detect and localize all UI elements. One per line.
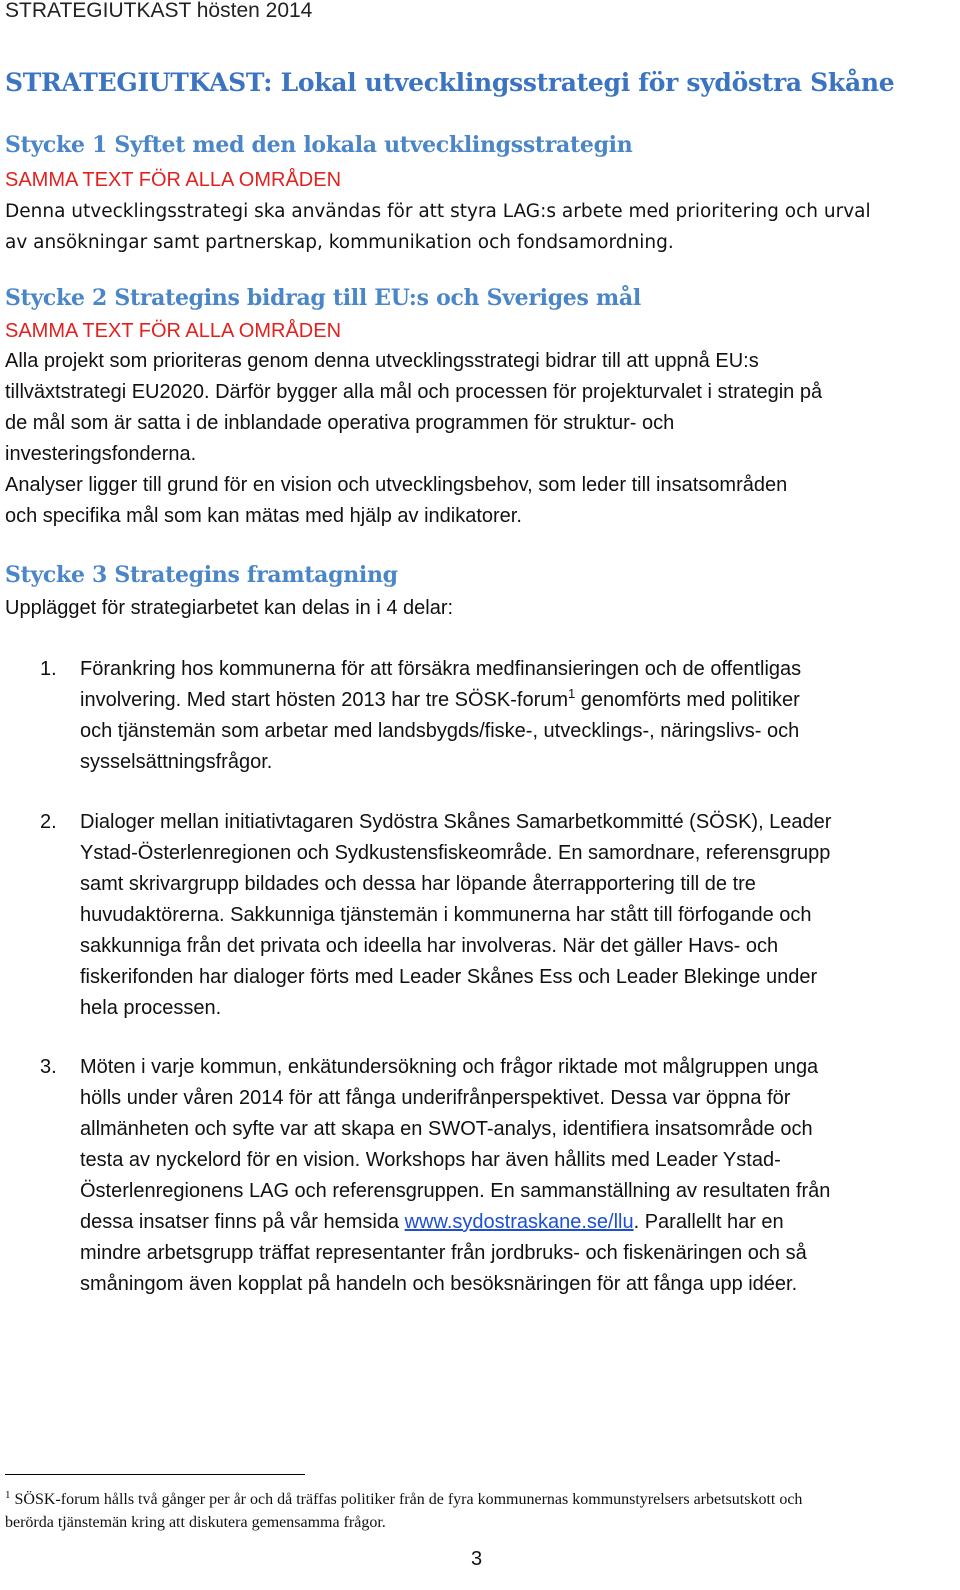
- item-line: [80, 685, 801, 716]
- section-3-intro: Upplägget för strategiarbetet kan delas in i 4 delar:: [5, 597, 454, 619]
- footnote-reference[interactable]: 1: [568, 686, 576, 701]
- footnote: [5, 1488, 802, 1534]
- list-item: [80, 1052, 830, 1300]
- body-line: och specifika mål som kan mätas med hjälp av indikatorer.: [5, 505, 522, 527]
- list-item: [80, 807, 831, 1024]
- section-1-heading: Stycke 1 Syftet med den lokala utvecklingsstrategin: [5, 132, 633, 158]
- body-line: investeringsfonderna.: [5, 443, 197, 465]
- section-2-heading: Stycke 2 Strategins bidrag till EU:s och Sveriges mål: [5, 285, 641, 311]
- item-line: mindre arbetsgrupp träffat representanter från jordbruks- och fiskenäringen och så: [80, 1242, 807, 1264]
- document-title: STRATEGIUTKAST: Lokal utvecklingsstrategi för sydöstra Skåne: [5, 68, 895, 97]
- item-text: involvering. Med start hösten 2013 har tre SÖSK-forum: [80, 689, 569, 711]
- item-line: sakkunniga från det privata och ideella har involveras. När det gäller Havs- och: [80, 935, 779, 957]
- item-line: fiskerifonden har dialoger förts med Leader Skånes Ess och Leader Blekinge under: [80, 966, 818, 988]
- footnote-line: berörda tjänstemän kring att diskutera gemensamma frågor.: [5, 1514, 386, 1531]
- item-line: allmänheten och syfte var att skapa en SWOT-analys, identifiera insatsområde och: [80, 1118, 813, 1140]
- body-line: Denna utvecklingsstrategi ska användas för att styra LAG:s arbete med prioritering och urval: [5, 201, 871, 222]
- item-line: Österlenregionens LAG och referensgruppen. En sammanställning av resultaten från: [80, 1180, 831, 1202]
- footnote-text: SÖSK-forum hålls två gånger per år och då träffas politiker från de fyra kommunernas kommunstyrelsers arbetsutskott och: [10, 1491, 803, 1508]
- body-line: Analyser ligger till grund för en vision och utvecklingsbehov, som leder till insatsområden: [5, 474, 788, 496]
- item-line: Förankring hos kommunerna för att försäkra medfinansieringen och de offentligas: [80, 658, 802, 680]
- item-text: . Parallellt har en: [633, 1211, 784, 1233]
- body-line: Alla projekt som prioriteras genom denna utvecklingsstrategi bidrar till att uppnå EU:s: [5, 350, 759, 372]
- item-line: huvudaktörerna. Sakkunniga tjänstemän i kommunerna har stått till förfogande och: [80, 904, 812, 926]
- item-line: hela processen.: [80, 997, 222, 1019]
- footnote-line: [5, 1488, 802, 1511]
- item-text: dessa insatser finns på vår hemsida: [80, 1211, 405, 1233]
- item-line: Dialoger mellan initiativtagaren Sydöstra Skånes Samarbetkommitté (SÖSK), Leader: [80, 811, 832, 833]
- body-line: av ansökningar samt partnerskap, kommunikation och fondsamordning.: [5, 232, 674, 253]
- section-2-body: [5, 346, 822, 532]
- item-line: småningom även kopplat på handeln och besöksnäringen för att fånga upp idéer.: [80, 1273, 798, 1295]
- item-line: Ystad-Österlenregionen och Sydkustensfiskeområde. En samordnare, referensgrupp: [80, 842, 831, 864]
- page-number: 3: [471, 1548, 483, 1570]
- item-line: [80, 1207, 830, 1238]
- item-line: Möten i varje kommun, enkätundersökning och frågor riktade mot målgruppen unga: [80, 1056, 819, 1078]
- item-line: hölls under våren 2014 för att fånga underifrånperspektivet. Dessa var öppna för: [80, 1087, 791, 1109]
- running-header: STRATEGIUTKAST hösten 2014: [5, 0, 313, 22]
- list-item-number: 2.: [40, 811, 57, 833]
- item-line: och tjänstemän som arbetar med landsbygds/fiske-, utvecklings-, näringslivs- och: [80, 720, 800, 742]
- list-item-number: 1.: [40, 658, 57, 680]
- footnote-marker: 1: [5, 1489, 11, 1501]
- list-item: [80, 654, 801, 778]
- item-text: genomförts med politiker: [575, 689, 800, 711]
- section-2-note: SAMMA TEXT FÖR ALLA OMRÅDEN: [5, 320, 342, 342]
- item-line: sysselsättningsfrågor.: [80, 751, 273, 773]
- body-line: tillväxtstrategi EU2020. Därför bygger alla mål och processen för projekturvalet i strategin på: [5, 381, 823, 403]
- section-3-heading: Stycke 3 Strategins framtagning: [5, 562, 398, 588]
- section-1-body: [5, 196, 871, 258]
- body-line: de mål som är satta i de inblandade operativa programmen för struktur- och: [5, 412, 675, 434]
- item-line: samt skrivargrupp bildades och dessa har löpande återrapportering till de tre: [80, 873, 756, 895]
- footnote-separator: [5, 1474, 305, 1475]
- section-1-note: SAMMA TEXT FÖR ALLA OMRÅDEN: [5, 169, 342, 191]
- list-item-number: 3.: [40, 1056, 57, 1078]
- item-line: testa av nyckelord för en vision. Workshops har även hållits med Leader Ystad-: [80, 1149, 781, 1171]
- website-link[interactable]: www.sydostraskane.se/llu: [404, 1211, 634, 1233]
